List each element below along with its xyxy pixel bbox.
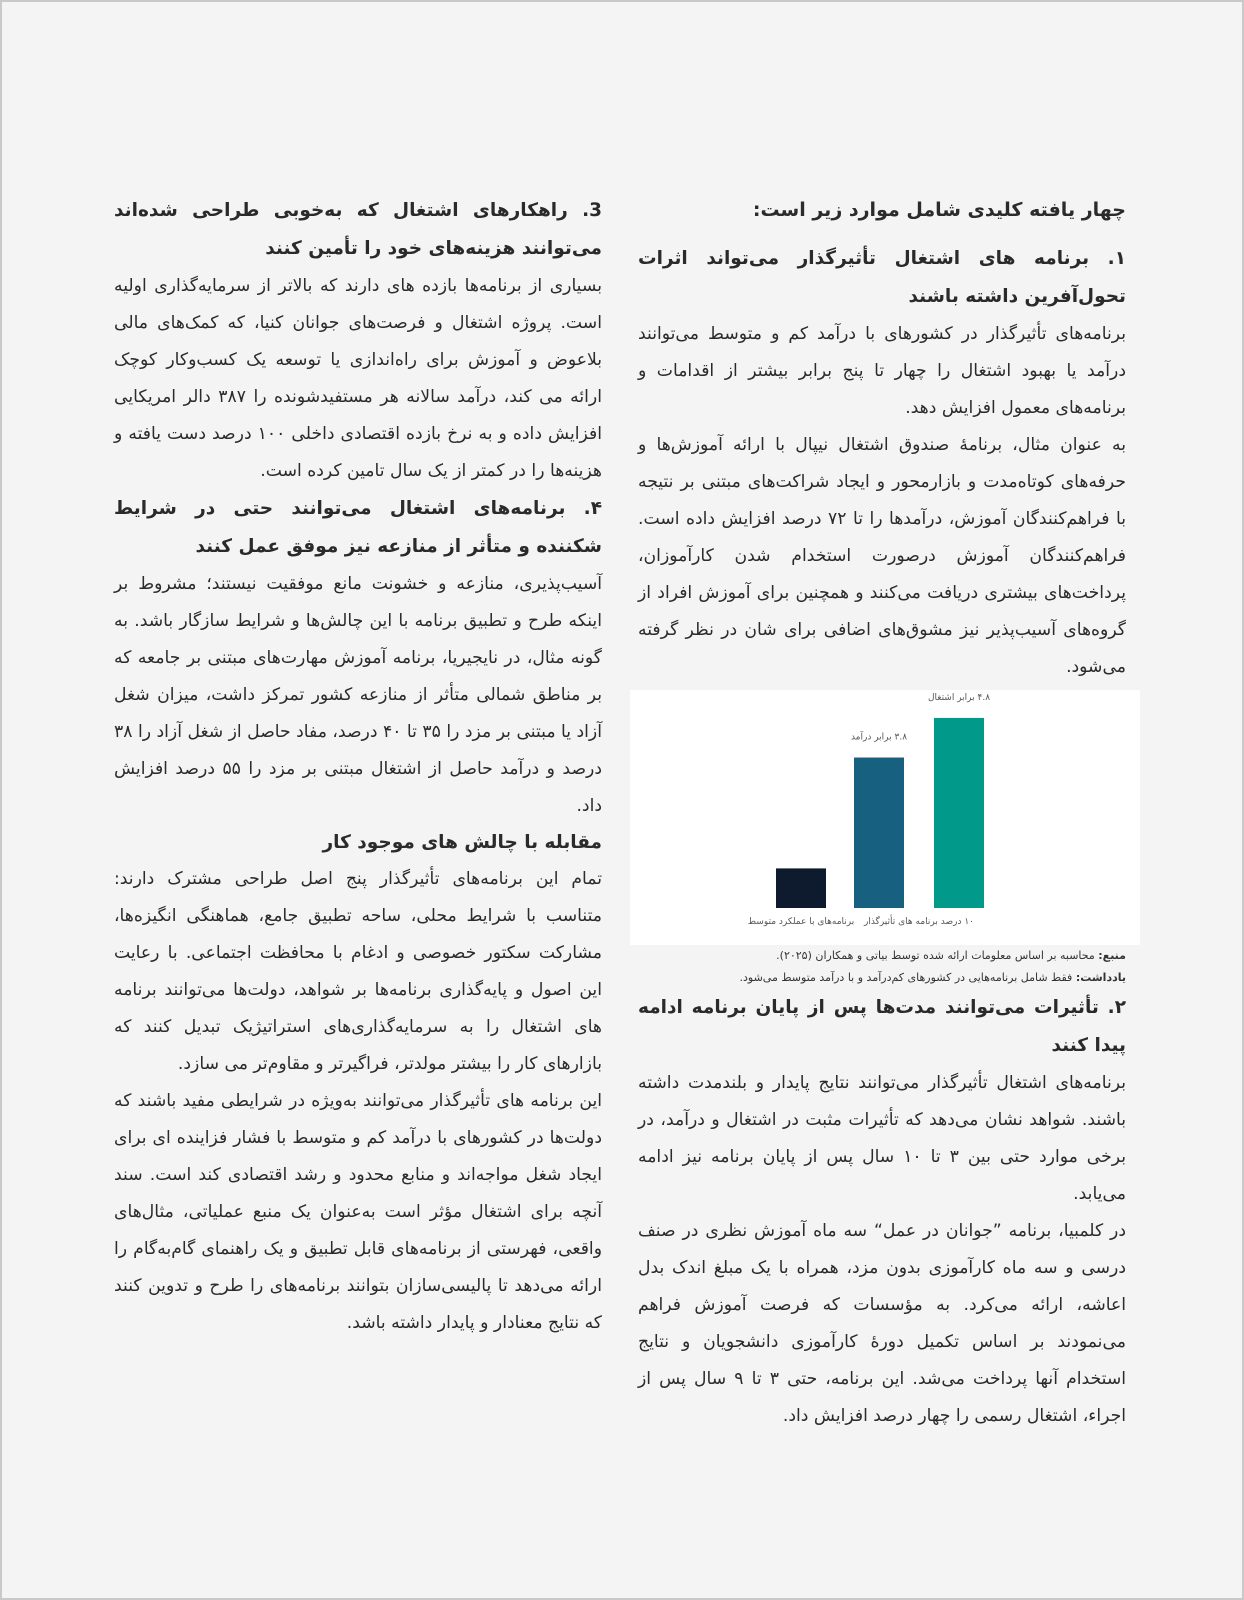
chart-bar-1 [776, 868, 826, 908]
note-text: فقط شامل برنامه‌هایی در کشورهای کم‌درآمد و با درآمد متوسط می‌شود. [739, 971, 1073, 984]
finding-2-title: ۲. تأثیرات می‌توانند مدت‌ها پس از پایان برنامه ادامه پیدا کنند [638, 997, 1126, 1056]
finding-1-paragraph-1: برنامه‌های تأثیرگذار در کشورهای با درآمد کم و متوسط می‌توانند درآمد یا بهبود اشتغال را چهار تا پنج برابر بیشتر از اقدامات و برنامه‌های معمول افزایش دهد. [638, 324, 1126, 418]
chart-category-label-2: ۱۰ درصد برنامه های تأثیرگذار [863, 917, 975, 927]
chart-bar-2 [854, 758, 904, 908]
finding-2-paragraph-1: برنامه‌های اشتغال تأثیرگذار می‌توانند نتایج پایدار و بلندمدت داشته باشند. شواهد نشان می‌دهد که تأثیرات مثبت در اشتغال و درآمد، در برخی موارد حتی بین ۳ تا ۱۰ سال پس از پایان برنامه نیز ادامه می‌یابد. [638, 1073, 1127, 1204]
finding-3-paragraph: بسیاری از برنامه‌ها بازده های دارند که بالاتر از سرمایه‌گذاری اولیه است. پروژه اشتغال و فرصت‌های جوانان کنیا، که کمک‌های مالی بلاعوض و آموزش برای راه‌اندازی یا توسعه یک کسب‌وکار کوچک ارائه می کند، درآمد سالانه هر مستفیدشونده را ۳۸۷ دالر امریکایی افزایش داده و به نرخ بازده اقتصادی داخلی ۱۰۰ درصد دست یافته و هزینه‌ها را در کمتر از یک سال تامین کرده است. [114, 276, 603, 481]
challenges-paragraph-2: این برنامه های تأثیرگذار می‌توانند به‌ویژه در شرایطی مفید باشند که دولت‌ها در کشورهای با درآمد کم و متوسط با فشار فزاینده ای برای ایجاد شغل مواجه‌اند و منابع محدود و رشد اقتصادی کند است. سند آنچه برای اشتغال مؤثر است به‌عنوان یک منبع عملیاتی، مثال‌های واقعی، فهرستی از برنامه‌های قابل تطبیق و یک راهنمای گام‌به‌گام را ارائه می‌دهد تا پالیسی‌سازان بتوانند برنامه‌های را طرح و تدوین کنند که نتایج معنادار و پایدار داشته باشد. [114, 1091, 602, 1333]
finding-1-title: ۱. برنامه های اشتغال تأثیرگذار می‌تواند اثرات تحول‌آفرین داشته باشند [638, 248, 1126, 307]
finding-4-paragraph: آسیب‌پذیری، منازعه و خشونت مانع موفقیت نیستند؛ مشروط بر اینکه طرح و تطبیق برنامه با این چالش‌ها و شرایط سازگار باشد. به گونه مثال، در نایجیریا، برنامه آموزش مهارت‌های مبتنی بر جامعه که بر مناطق شمالی متأثر از منازعه کشور تمرکز داشت، میزان شغل آزاد یا مبتنی بر مزد را ۳۵ تا ۴۰ درصد، مفاد حاصل از شغل آزاد را ۳۸ درصد و درآمد حاصل از اشتغال مبتنی بر مزد را ۵۵ درصد افزایش داد. [114, 574, 602, 816]
note-label: یادداشت: [1075, 971, 1126, 984]
bar-chart-svg [630, 690, 1140, 945]
right-column [638, 192, 1126, 1435]
challenges-heading: مقابله با چالش های موجود کار [322, 832, 602, 853]
challenges-paragraph-1: تمام این برنامه‌های تأثیرگذار پنج اصل طراحی مشترک دارند: متناسب با شرایط محلی، ساحه تطبیق جامع، هماهنگی انگیزه‌ها، مشارکت سکتور خصوصی و ادغام با محافظت اجتماعی. با رعایت این اصول و پایه‌گذاری برنامه‌ها بر شواهد، دولت‌ها می‌توانند برنامه های اشتغال را به سرمایه‌گذاری‌های استراتیژیک تبدیل کنند که بازارهای کار را بیشتر مولدتر، فراگیرتر و مقاوم‌تر می سازد. [114, 869, 602, 1074]
source-text: محاسبه بر اساس معلومات ارائه شده توسط بیاتی و همکاران (۲۰۲۵). [776, 949, 1095, 962]
findings-intro: چهار یافته کلیدی شامل موارد زیر است: [752, 199, 1126, 221]
chart-data-label-2: ۳.۸ برابر درآمد [850, 732, 908, 743]
finding-2-paragraph-2: در کلمبیا، برنامه ”جوانان در عمل“ سه ماه آموزش نظری در صنف درسی و سه ماه کارآموزی بدون مزد، همراه با یک مبلغ اندک بدل اعاشه، ارائه می‌کرد. به مؤسسات که فرصت آموزش فراهم می‌نمودند بر اساس تکمیل دورۀ کارآموزی دانشجویان و نتایج استخدام آنها پرداخت می‌شد. این برنامه، حتی ۳ تا ۹ سال پس از اجراء، اشتغال رسمی را چهار درصد افزایش داد. [638, 1221, 1126, 1426]
chart-bar-3 [934, 718, 984, 908]
left-column [114, 192, 602, 1342]
finding-3-title: 3. راهکارهای اشتغال که به‌خوبی طراحی شده‌اند می‌توانند هزینه‌های خود را تأمین کنند [114, 200, 602, 259]
chart-note [638, 967, 1126, 989]
source-label: منبع: [1098, 949, 1126, 962]
chart-category-label-1: برنامه‌های با عملکرد متوسط [747, 917, 855, 927]
chart-source [638, 945, 1126, 967]
bar-chart [630, 690, 1140, 945]
chart-data-label-3: ۴.۸ برابر اشتغال [927, 692, 991, 703]
finding-1-paragraph-2: به عنوان مثال، برنامۀ صندوق اشتغال نیپال با ارائه آموزش‌ها و حرفه‌های کوتاه‌مدت و بازارمحور و ایجاد شراکت‌های مبتنی بر نتیجه با فراهم‌کنندگان آموزش، درآمدها را تا ۷۲ درصد افزایش داده است. فراهم‌کنندگان آموزش درصورت استخدام شدن کارآموزان، پرداخت‌های بیشتری دریافت می‌کنند و همچنین برای آموزش افراد از گروه‌های آسیب‌پذیر نیز مشوق‌های اضافی برای شان در نظر گرفته می‌شود. [638, 435, 1126, 677]
finding-4-title: ۴. برنامه‌های اشتغال می‌توانند حتی در شرایط شکننده و متأثر از منازعه نیز موفق عمل کنند [114, 498, 602, 557]
